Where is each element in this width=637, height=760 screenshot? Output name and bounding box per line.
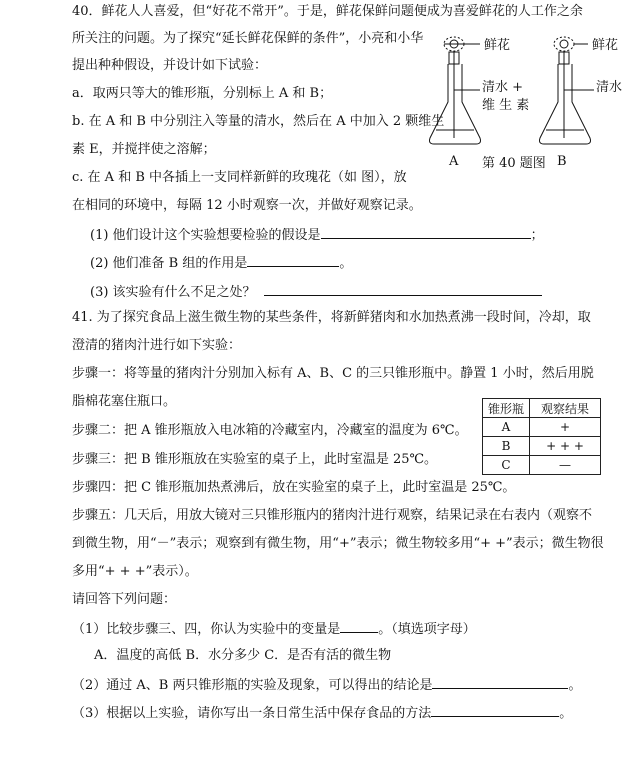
answer-blank-3[interactable] (264, 283, 542, 296)
figure-caption: 第 40 题图 (482, 156, 546, 171)
table-cell-flask: C (483, 456, 530, 475)
table-header-row (483, 399, 601, 418)
observation-table (482, 398, 601, 475)
q41-prompt: 请回答下列问题： (72, 592, 177, 607)
answer-blank-1[interactable] (321, 226, 531, 239)
liquid-label-a2: 维 生 素 (482, 98, 530, 113)
q41-a3: （3）根据以上实验，请你写出一条日常生活中保存食品的方法 。 (72, 706, 573, 721)
answer-blank-5[interactable] (432, 676, 568, 689)
q41-line2: 澄清的猪肉汁进行如下实验： (72, 338, 242, 353)
q41-step1b: 脂棉花塞住瓶口。 (72, 394, 177, 409)
q40-line5: b. 在 A 和 B 中分别注入等量的清水，然后在 A 中加入 2 颗维生 (72, 114, 445, 129)
table-cell-flask: B (483, 437, 530, 456)
q40-sub3: (3) 该实验有什么不足之处？ (90, 283, 542, 301)
table-row (483, 437, 601, 456)
q41-a1: （1）比较步骤三、四，你认为实验中的变量是 。（填选项字母） (72, 622, 476, 637)
flask-label-b: B (557, 154, 567, 169)
table-header-flask: 锥形瓶 (483, 399, 530, 418)
answer-blank-4[interactable] (340, 620, 378, 633)
flower-label-b: 鲜花 (592, 38, 619, 53)
q41-step1a: 步骤一：将等量的猪肉汁分别加入标有 A、B、C 的三只锥形瓶中。静置 1 小时，然后用脱 (72, 366, 594, 381)
q40-line1: 40．鲜花人人喜爱，但“好花不常开”。于是，鲜花保鲜问题便成为喜爱鲜花的人工作之余 (72, 4, 583, 19)
answer-blank-2[interactable] (247, 254, 339, 267)
q40-line6: 素 E，并搅拌使之溶解； (72, 142, 216, 157)
table-header-result: 观察结果 (530, 399, 601, 418)
q40-line2: 所关注的问题。为了探究“延长鲜花保鲜的条件”，小亮和小华 (72, 31, 424, 46)
liquid-label-a1: 清水 + (482, 80, 524, 95)
q41-a2: （2）通过 A、B 两只锥形瓶的实验及现象，可以得出的结论是 。 (72, 678, 582, 693)
q41-line1: 41. 为了探究食品上滋生微生物的某些条件，将新鲜猪肉和水加热煮沸一段时间，冷却，取 (72, 310, 591, 325)
flask-label-a: A (449, 154, 459, 169)
q41-step3: 步骤三：把 B 锥形瓶放在实验室的桌子上，此时室温是 25℃。 (72, 452, 438, 467)
q41-options: A．温度的高低 B．水分多少 C．是否有活的微生物 (94, 648, 392, 663)
q41-step5a: 步骤五：几天后，用放大镜对三只锥形瓶内的猪肉汁进行观察，结果记录在右表内（观察不 (72, 508, 593, 523)
q40-line3: 提出种种假设，并设计如下试验： (72, 58, 268, 73)
q40-sub1: (1) 他们设计这个实验想要检验的假设是 ； (90, 228, 544, 243)
table-cell-result: + (530, 418, 601, 437)
answer-blank-6[interactable] (431, 704, 559, 717)
table-cell-flask: A (483, 418, 530, 437)
q40-line4: a．取两只等大的锥形瓶，分别标上 A 和 B； (72, 86, 333, 101)
table-row (483, 418, 601, 437)
q40-sub2: (2) 他们准备 B 组的作用是 。 (90, 256, 353, 271)
table-row (483, 456, 601, 475)
table-cell-result: — (530, 456, 601, 475)
q41-step5b: 到微生物，用“－”表示；观察到有微生物，用“+”表示；微生物较多用“+ +”表示；微生物很 (72, 536, 604, 551)
q41-step5c: 多用“+ + +”表示）。 (72, 564, 198, 579)
q41-step2: 步骤二：把 A 锥形瓶放入电冰箱的冷藏室内，冷藏室的温度为 6℃。 (72, 423, 468, 438)
table-cell-result: + + + (530, 437, 601, 456)
flask-figure (418, 30, 633, 180)
q40-line7: c. 在 A 和 B 中各插上一支同样新鲜的玫瑰花（如 图），放 (72, 170, 407, 185)
q40-line8: 在相同的环境中，每隔 12 小时观察一次，并做好观察记录。 (72, 198, 422, 213)
liquid-label-b: 清水 (596, 80, 623, 95)
flower-label-a: 鲜花 (484, 38, 511, 53)
q41-step4: 步骤四：把 C 锥形瓶加热煮沸后，放在实验室的桌子上，此时室温是 25℃。 (72, 480, 516, 495)
